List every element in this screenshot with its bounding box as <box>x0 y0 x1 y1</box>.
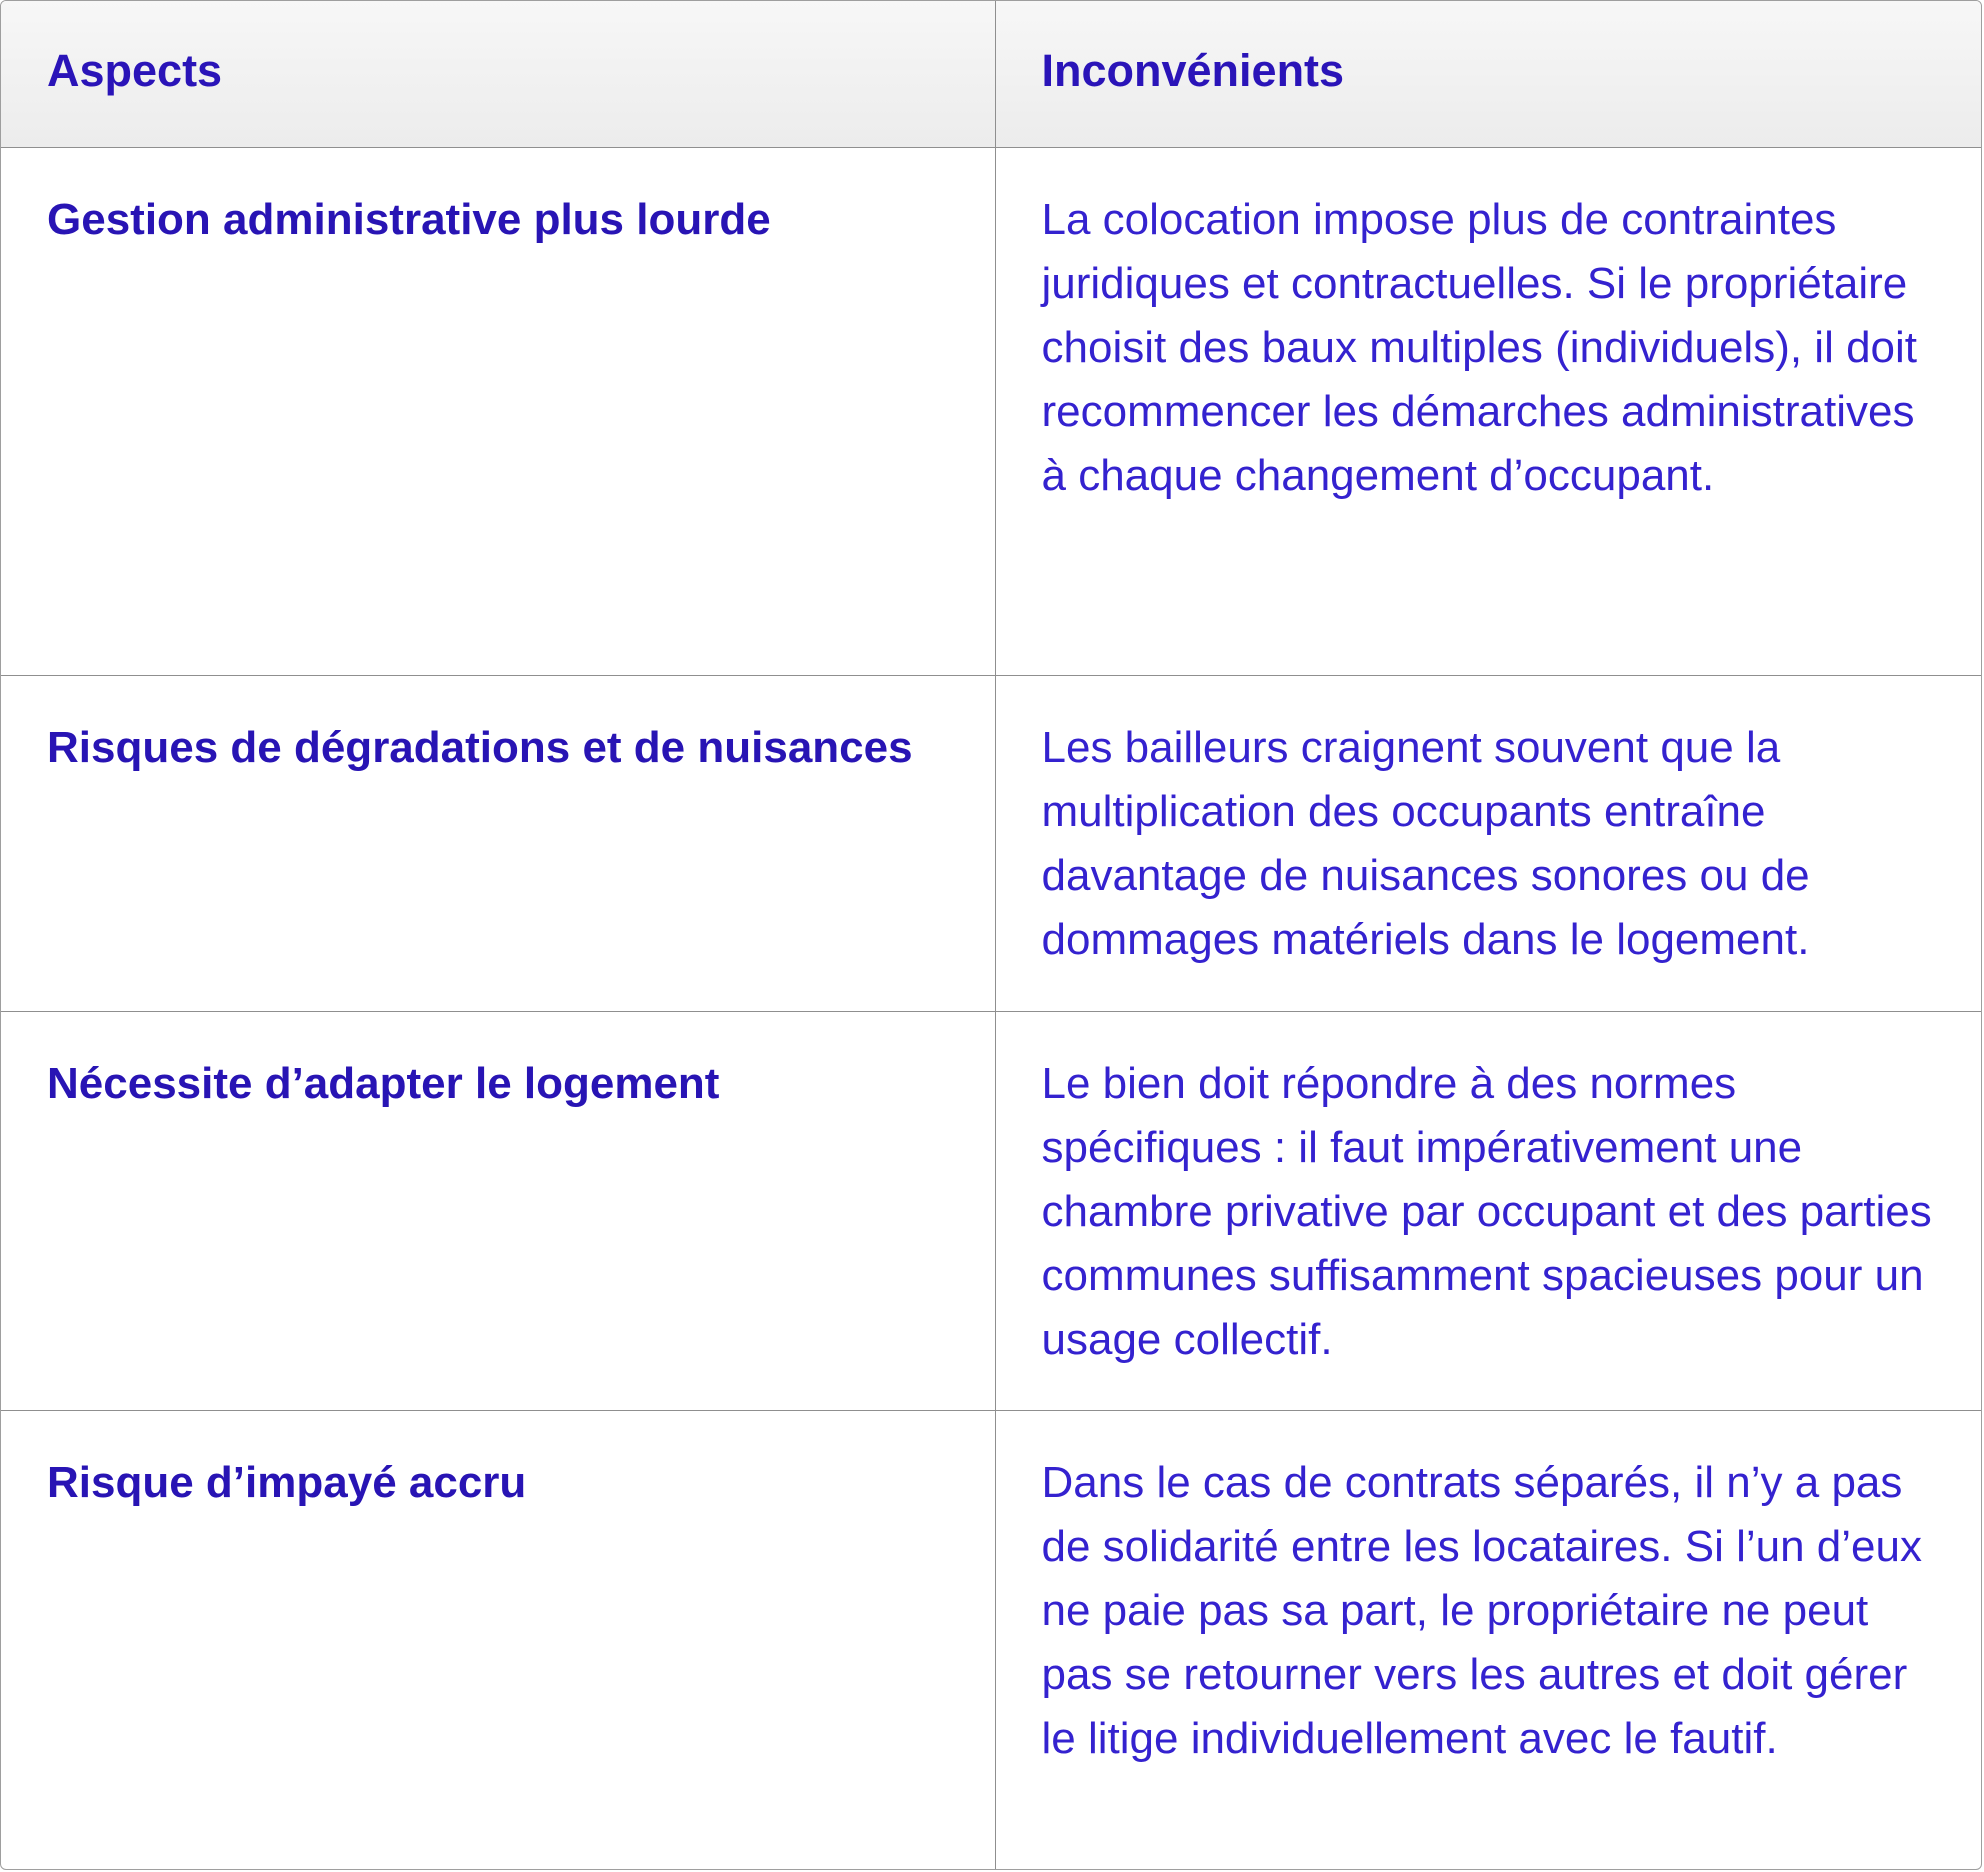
table-header <box>1 1 1982 147</box>
inconvenient-cell: La colocation impose plus de contraintes juridiques et contractuelles. Si le propriétaire choisit des baux multiples (individuels), il doit recommencer les démarches administratives à chaque changement d’occupant. <box>995 147 1982 675</box>
inconvenient-cell: Dans le cas de contrats séparés, il n’y a pas de solidarité entre les locataires. Si l’un d’eux ne paie pas sa part, le propriétaire ne peut pas se retourner vers les autres et doit gérer le litige individuellement avec le fautif. <box>995 1410 1982 1870</box>
inconvenient-cell: Le bien doit répondre à des normes spécifiques : il faut impérativement une chambre privative par occupant et des parties communes suffisamment spacieuses pour un usage collectif. <box>995 1011 1982 1410</box>
aspect-cell: Gestion administrative plus lourde <box>1 147 995 675</box>
aspect-cell: Nécessite d’adapter le logement <box>1 1011 995 1410</box>
column-header-aspects: Aspects <box>1 1 995 147</box>
table-row <box>1 147 1982 675</box>
comparison-table <box>1 1 1982 1870</box>
aspect-cell: Risque d’impayé accru <box>1 1410 995 1870</box>
table-row <box>1 675 1982 1011</box>
aspect-cell: Risques de dégradations et de nuisances <box>1 675 995 1011</box>
inconvenient-cell: Les bailleurs craignent souvent que la multiplication des occupants entraîne davantage de nuisances sonores ou de dommages matériels dans le logement. <box>995 675 1982 1011</box>
table-body <box>1 147 1982 1870</box>
table-row <box>1 1011 1982 1410</box>
header-row <box>1 1 1982 147</box>
table-row <box>1 1410 1982 1870</box>
column-header-inconvenients: Inconvénients <box>995 1 1982 147</box>
